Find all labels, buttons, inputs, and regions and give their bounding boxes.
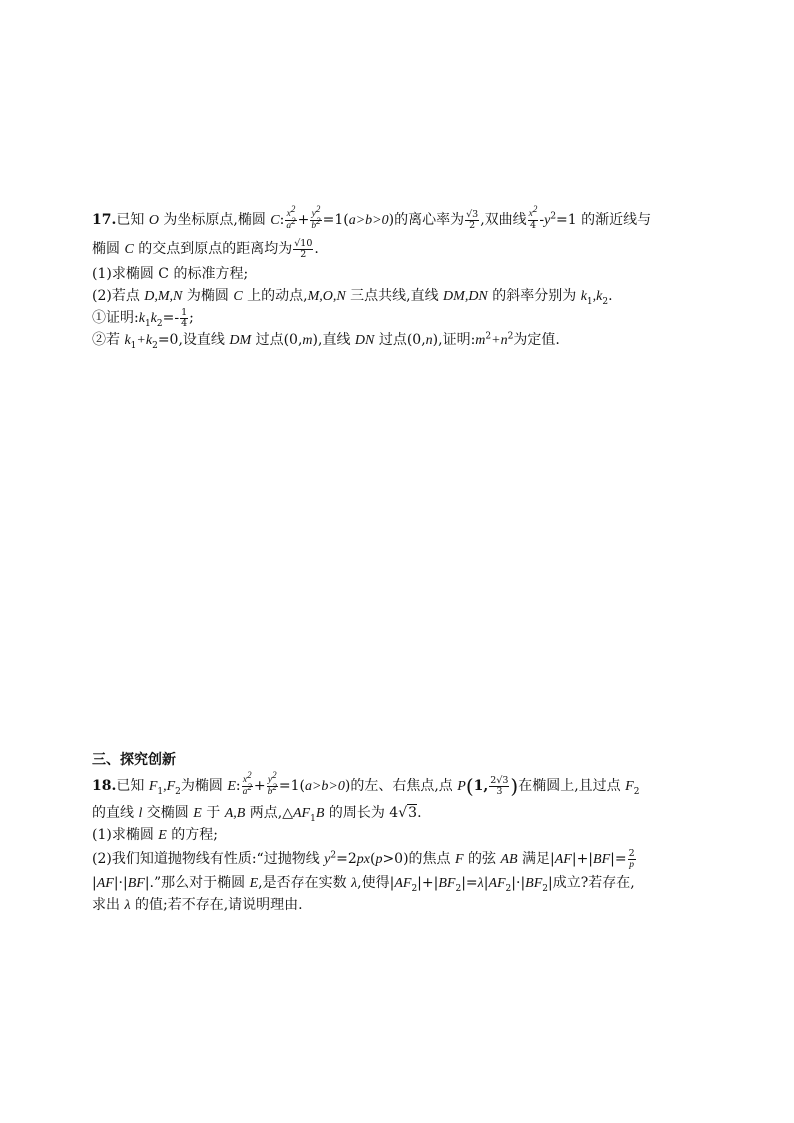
math-var: D,M,N: [144, 289, 183, 304]
math-var: ,k: [592, 289, 603, 304]
q17-line-2: [92, 235, 697, 263]
text: |=: [461, 875, 478, 891]
text: |=: [610, 851, 627, 867]
text: |: [483, 875, 489, 891]
text: |.”那么对于椭圆: [144, 875, 250, 891]
text: )的左、右焦点,点: [344, 778, 458, 794]
math-expr: a>b>0: [304, 779, 345, 794]
q17-line-1: [92, 205, 697, 235]
text: (: [369, 851, 376, 867]
text: =1(: [278, 778, 305, 794]
math-var: P: [457, 779, 466, 794]
q18-line-3: [92, 824, 697, 846]
math-var: k: [580, 289, 587, 304]
subscript: 1: [157, 786, 164, 797]
question-number: 17.: [92, 212, 117, 228]
exponent: 2: [247, 781, 252, 792]
text: ,双曲线: [480, 212, 527, 228]
math-var: DM,DN: [443, 289, 488, 304]
text: ;: [189, 310, 194, 326]
fraction-sqrt3-2: [465, 210, 479, 231]
fraction-y2-b2: [267, 770, 278, 797]
sqrt-sign: √: [398, 805, 408, 821]
subscript: 2: [455, 883, 462, 894]
text: 两点,△: [245, 805, 293, 821]
text: ,使得|: [357, 875, 395, 891]
exponent: 2: [290, 204, 296, 215]
text: 的周长为 4: [324, 805, 399, 821]
denominator: 4: [181, 317, 188, 329]
fraction-x2-4: [528, 204, 539, 231]
text: 已知: [116, 778, 149, 794]
math-var: C: [124, 242, 134, 257]
math-var: C: [233, 289, 243, 304]
math-var: B: [315, 806, 325, 821]
math-var: y: [324, 852, 331, 867]
text: =1 的渐近线与: [556, 212, 652, 228]
math-expr: 1,: [473, 778, 489, 794]
text: .: [417, 805, 422, 821]
question-number: 18.: [92, 778, 117, 794]
text: 在椭圆上,且过点: [518, 778, 626, 794]
text: >0)的焦点: [382, 851, 455, 867]
math-var: DM: [229, 333, 252, 348]
math-var: x: [242, 775, 248, 786]
text: =2: [336, 851, 357, 867]
exponent: 2: [315, 204, 321, 215]
q18-line-1: [92, 770, 697, 802]
exponent: 2: [550, 211, 557, 222]
exponent: 2: [272, 781, 277, 792]
text: =1(: [322, 212, 349, 228]
math-var: DN: [354, 333, 375, 348]
text: 的值;若不存在,请说明理由.: [130, 897, 303, 913]
math-var: k: [138, 311, 145, 326]
math-var: AF: [293, 806, 311, 821]
math-var: l: [138, 806, 143, 821]
denominator: 4: [529, 219, 537, 231]
section-heading: 三、探究创新: [92, 752, 176, 768]
text: 椭圆: [92, 241, 125, 257]
text: 过点(0,: [374, 332, 426, 348]
text: (2)我们知道抛物线有性质:“过抛物线: [92, 851, 325, 867]
exponent: 2: [291, 215, 296, 226]
math-var: E: [158, 828, 167, 843]
math-var: m: [475, 333, 486, 348]
text: |: [92, 875, 97, 891]
text: )的离心率为: [388, 212, 465, 228]
math-var: n: [425, 333, 433, 348]
subscript: 2: [152, 340, 158, 351]
text: 的交点到原点的距离均为: [133, 241, 293, 257]
math-var: E: [227, 779, 236, 794]
math-var: y: [311, 209, 316, 220]
text: ),直线: [312, 332, 355, 348]
q17-line-3: [92, 263, 697, 285]
math-var: AF: [394, 876, 412, 891]
math-var: k: [150, 311, 157, 326]
subscript: 1: [586, 296, 593, 307]
text: =0,设直线: [157, 332, 230, 348]
denominator: p: [629, 859, 634, 870]
text: 为椭圆: [182, 288, 234, 304]
text: -: [539, 212, 545, 228]
exponent: 2: [532, 204, 538, 215]
text: 已知: [116, 212, 149, 228]
numerator: 1: [181, 306, 188, 318]
subscript: 2: [633, 786, 640, 797]
left-paren: (: [465, 774, 474, 798]
math-var: O: [148, 213, 159, 228]
fraction-2sqrt3-3: [489, 776, 509, 797]
numerator-coef: 2: [490, 774, 497, 786]
text: |+|: [417, 875, 439, 891]
math-var: m: [302, 333, 313, 348]
math-var: y: [267, 775, 273, 786]
math-var: F: [455, 852, 464, 867]
subscript: 2: [411, 883, 418, 894]
numerator-root: √3: [496, 774, 509, 786]
text: |·|: [511, 875, 526, 891]
math-var: M,O,N: [307, 289, 346, 304]
q17-line-5: [92, 307, 697, 329]
math-var: ,F: [163, 779, 176, 794]
subscript: 2: [156, 318, 163, 329]
text: ,是否存在实数: [258, 875, 352, 891]
subscript: 2: [175, 786, 181, 797]
math-var: b: [267, 786, 273, 797]
math-var: E: [249, 876, 259, 891]
text: (1)求椭圆: [92, 827, 159, 843]
exponent: 2: [247, 770, 252, 781]
subscript: 1: [310, 813, 316, 824]
denominator: 3: [496, 785, 503, 797]
text: |成立?若存在,: [548, 875, 635, 891]
plus-sign: +: [253, 778, 266, 794]
denominator: 2: [300, 248, 307, 260]
text: 的弦: [463, 851, 501, 867]
text: (2)若点: [92, 288, 145, 304]
denominator: 2: [469, 219, 476, 231]
q18-line-6: [92, 894, 697, 916]
fraction-sqrt10-2: [293, 239, 313, 260]
text: :: [235, 778, 241, 794]
radicand: 3: [408, 805, 418, 821]
math-var: +n: [491, 333, 508, 348]
math-var: +k: [136, 333, 153, 348]
text: 的斜率分别为: [487, 288, 581, 304]
math-var: AF: [96, 876, 114, 891]
math-var: AF: [554, 852, 572, 867]
fraction-y2-b2: [310, 204, 321, 231]
text: 求出: [92, 897, 125, 913]
fraction-2-p: [628, 849, 636, 870]
q18-line-4: [92, 846, 697, 872]
text: :: [279, 212, 285, 228]
exponent: 2: [316, 215, 321, 226]
exponent: 2: [330, 850, 337, 861]
subscript: 2: [505, 883, 512, 894]
fraction-1-4: [180, 308, 188, 329]
q18-line-5: [92, 872, 697, 894]
text: .: [608, 288, 613, 304]
q18-line-2: [92, 802, 697, 824]
question-17: [92, 205, 697, 351]
subscript: 1: [144, 318, 151, 329]
fraction-x2-a2: [242, 770, 253, 797]
exponent: 2: [507, 331, 514, 342]
numerator: √3: [466, 208, 479, 220]
math-var: BF: [127, 876, 145, 891]
math-var: E: [193, 806, 202, 821]
math-var: F: [625, 779, 634, 794]
text: 于: [201, 805, 225, 821]
q17-line-4: [92, 285, 697, 307]
math-var: λ: [351, 876, 358, 891]
fraction-x2-a2: [285, 204, 296, 231]
text: |+|: [571, 851, 594, 867]
text: .: [314, 241, 319, 257]
question-18: [92, 770, 697, 916]
text: ①证明:: [92, 310, 139, 326]
subscript: 2: [542, 883, 549, 894]
text: (1)求椭圆 C 的标准方程;: [92, 266, 249, 282]
text: 的方程;: [166, 827, 219, 843]
math-var: p: [375, 852, 383, 867]
math-var: λ: [124, 898, 131, 913]
text: 三点共线,直线: [345, 288, 444, 304]
subscript: 1: [130, 340, 137, 351]
math-var: px: [356, 852, 370, 867]
text: =-: [162, 310, 180, 326]
text: ②若: [92, 332, 125, 348]
math-var: x: [528, 209, 533, 220]
text: ),证明:: [432, 332, 476, 348]
math-var: k: [124, 333, 131, 348]
math-var: b: [311, 220, 317, 231]
math-var: λ: [477, 876, 484, 891]
math-var: AB: [500, 852, 518, 867]
math-var: C: [270, 213, 280, 228]
right-paren: ): [510, 774, 519, 798]
q17-line-6: [92, 329, 697, 351]
math-expr: a>b>0: [348, 213, 389, 228]
math-var: A,B: [224, 806, 246, 821]
text: 的直线: [92, 805, 139, 821]
math-var: a: [286, 220, 292, 231]
plus-sign: +: [297, 212, 310, 228]
exponent: 2: [272, 770, 277, 781]
math-var: x: [286, 209, 291, 220]
text: 满足|: [517, 851, 555, 867]
math-var: AF: [488, 876, 506, 891]
text: 为坐标原点,椭圆: [158, 212, 271, 228]
math-var: F: [148, 779, 158, 794]
math-var: y: [544, 213, 551, 228]
numerator: √10: [294, 237, 313, 249]
subscript: 2: [602, 296, 609, 307]
text: 为定值.: [513, 332, 560, 348]
math-var: BF: [593, 852, 611, 867]
text: 为椭圆: [180, 778, 228, 794]
text: 上的动点,: [242, 288, 308, 304]
text: 过点(0,: [251, 332, 303, 348]
math-var: BF: [438, 876, 456, 891]
numerator: 2: [628, 847, 635, 859]
exponent: 2: [485, 331, 492, 342]
text: 交椭圆: [142, 805, 194, 821]
math-var: BF: [525, 876, 543, 891]
math-var: a: [242, 786, 248, 797]
text: |·|: [113, 875, 128, 891]
